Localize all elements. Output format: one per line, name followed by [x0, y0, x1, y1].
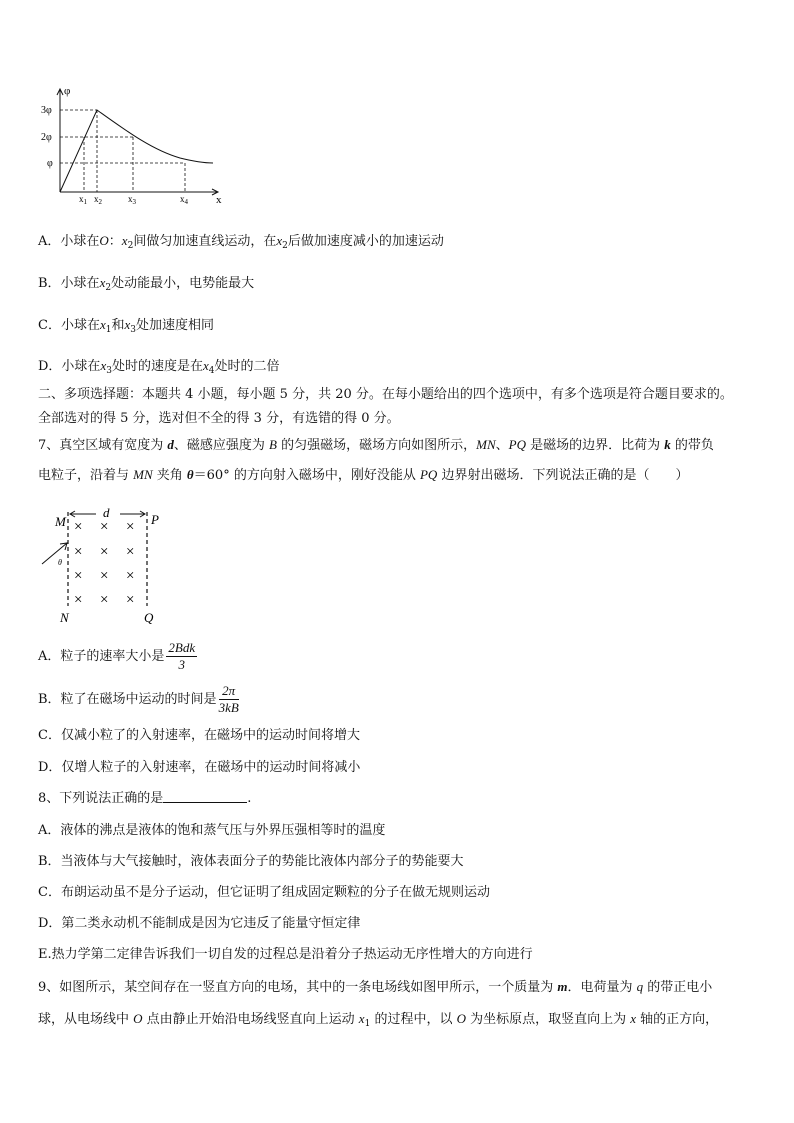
section2-line1: 二、多项选择题：本题共 4 小题，每小题 5 分，共 20 分。在每小题给出的四个选项中，有多个选项是符合题目要求的。 — [38, 387, 733, 402]
field-cross: × — [74, 544, 83, 560]
x-tick-x1: $x_1$ — [79, 194, 87, 206]
q8-option-d: D．第二类永动机不能制成是因为它违反了能量守恒定律 — [38, 916, 361, 931]
y-axis-label: φ — [64, 85, 71, 97]
field-cross: × — [100, 544, 109, 560]
label-theta: θ — [58, 558, 62, 567]
label-m: M — [55, 514, 66, 529]
fraction-time: $\frac{2\pi}{3kB}$ — [218, 683, 239, 715]
q8-option-b: B．当液体与大气接触时，液体表面分子的势能比液体内部分子的势能要大 — [38, 854, 464, 869]
phi-x-graph — [40, 84, 230, 206]
q6-option-c: C．小球在$x_1$和$x_3$处加速度相同 — [38, 317, 215, 335]
phi-curve — [60, 110, 213, 192]
q9-stem-line2: 球，从电场线中 O 点由静止开始沿电场线竖直向上运动 $x_1$ 的过程中，以 O 为坐标原点，取竖直向上为 x 轴的正方向， — [38, 1011, 719, 1029]
incident-ray — [42, 543, 67, 564]
field-cross: × — [126, 568, 135, 584]
x-tick-x3: $x_3$ — [128, 194, 136, 206]
field-cross: × — [100, 592, 109, 608]
q6-option-a: A．小球在O：$x_2$间做匀加速直线运动，在$x_2$后做加速度减小的加速运动 — [38, 233, 444, 251]
q7-stem-line1: 7、真空区域有宽度为 d、磁感应强度为 B 的匀强磁场，磁场方向如图所示，MN、PQ 是磁场的边界．比荷为 k 的带负 — [38, 437, 714, 453]
q9-stem-line1: 9、如图所示，某空间存在一竖直方向的电场，其中的一条电场线如图甲所示，一个质量为 m．电荷量为 q 的带正电小 — [38, 979, 713, 995]
label-q: Q — [144, 610, 154, 625]
q7-option-d: D．仅增人粒子的入射速率，在磁场中的运动时间将减小 — [38, 760, 361, 775]
x-axis-label: x — [216, 194, 222, 206]
x-tick-x4: $x_4$ — [180, 194, 188, 206]
field-cross: × — [100, 568, 109, 584]
y-tick-3phi: 3φ — [41, 105, 52, 116]
y-tick-phi: φ — [47, 158, 53, 169]
q8-option-e: E.热力学第二定律告诉我们一切自发的过程总是沿着分子热运动无序性增大的方向进行 — [38, 947, 533, 962]
field-cross: × — [74, 519, 83, 535]
q6-option-d: D．小球在$x_3$处时的速度是在$x_4$处时的二倍 — [38, 358, 280, 376]
label-d: d — [103, 505, 110, 520]
field-cross: × — [126, 519, 135, 535]
q8-option-a: A．液体的沸点是液体的饱和蒸气压与外界压强相等时的温度 — [38, 823, 386, 838]
magnetic-field-figure — [38, 502, 178, 626]
answer-blank[interactable] — [163, 790, 247, 803]
label-n: N — [60, 610, 69, 625]
q7-stem-line2: 电粒子，沿着与 MN 夹角 θ＝60° 的方向射入磁场中，刚好没能从 PQ 边界射出磁场．下列说法正确的是（ ） — [38, 467, 689, 483]
field-cross: × — [100, 519, 109, 535]
field-cross: × — [126, 592, 135, 608]
q8-stem: 8、下列说法正确的是 . — [38, 791, 252, 806]
q6-option-b: B．小球在$x_2$处动能最小，电势能最大 — [38, 275, 255, 293]
x-tick-x2: $x_2$ — [94, 194, 102, 206]
section2-line2: 全部选对的得 5 分，选对但不全的得 3 分，有选错的得 0 分。 — [38, 411, 400, 426]
fraction-speed: $\frac{\text{2Bdk}}{3}$ — [168, 640, 196, 672]
q7-option-c: C．仅减小粒了的入射速率，在磁场中的运动时间将增大 — [38, 728, 360, 743]
y-tick-2phi: 2φ — [41, 132, 52, 143]
field-cross: × — [74, 592, 83, 608]
field-cross: × — [74, 568, 83, 584]
field-cross: × — [126, 544, 135, 560]
label-p: P — [151, 512, 159, 527]
q7-option-a: A．粒子的速率大小是 $\frac{\text{2Bdk}}{3}$ — [38, 640, 196, 672]
q8-option-c: C．布朗运动虽不是分子运动，但它证明了组成固定颗粒的分子在做无规则运动 — [38, 885, 490, 900]
q7-option-b: B．粒了在磁场中运动的时间是 $\frac{2\pi}{3kB}$ — [38, 683, 239, 715]
